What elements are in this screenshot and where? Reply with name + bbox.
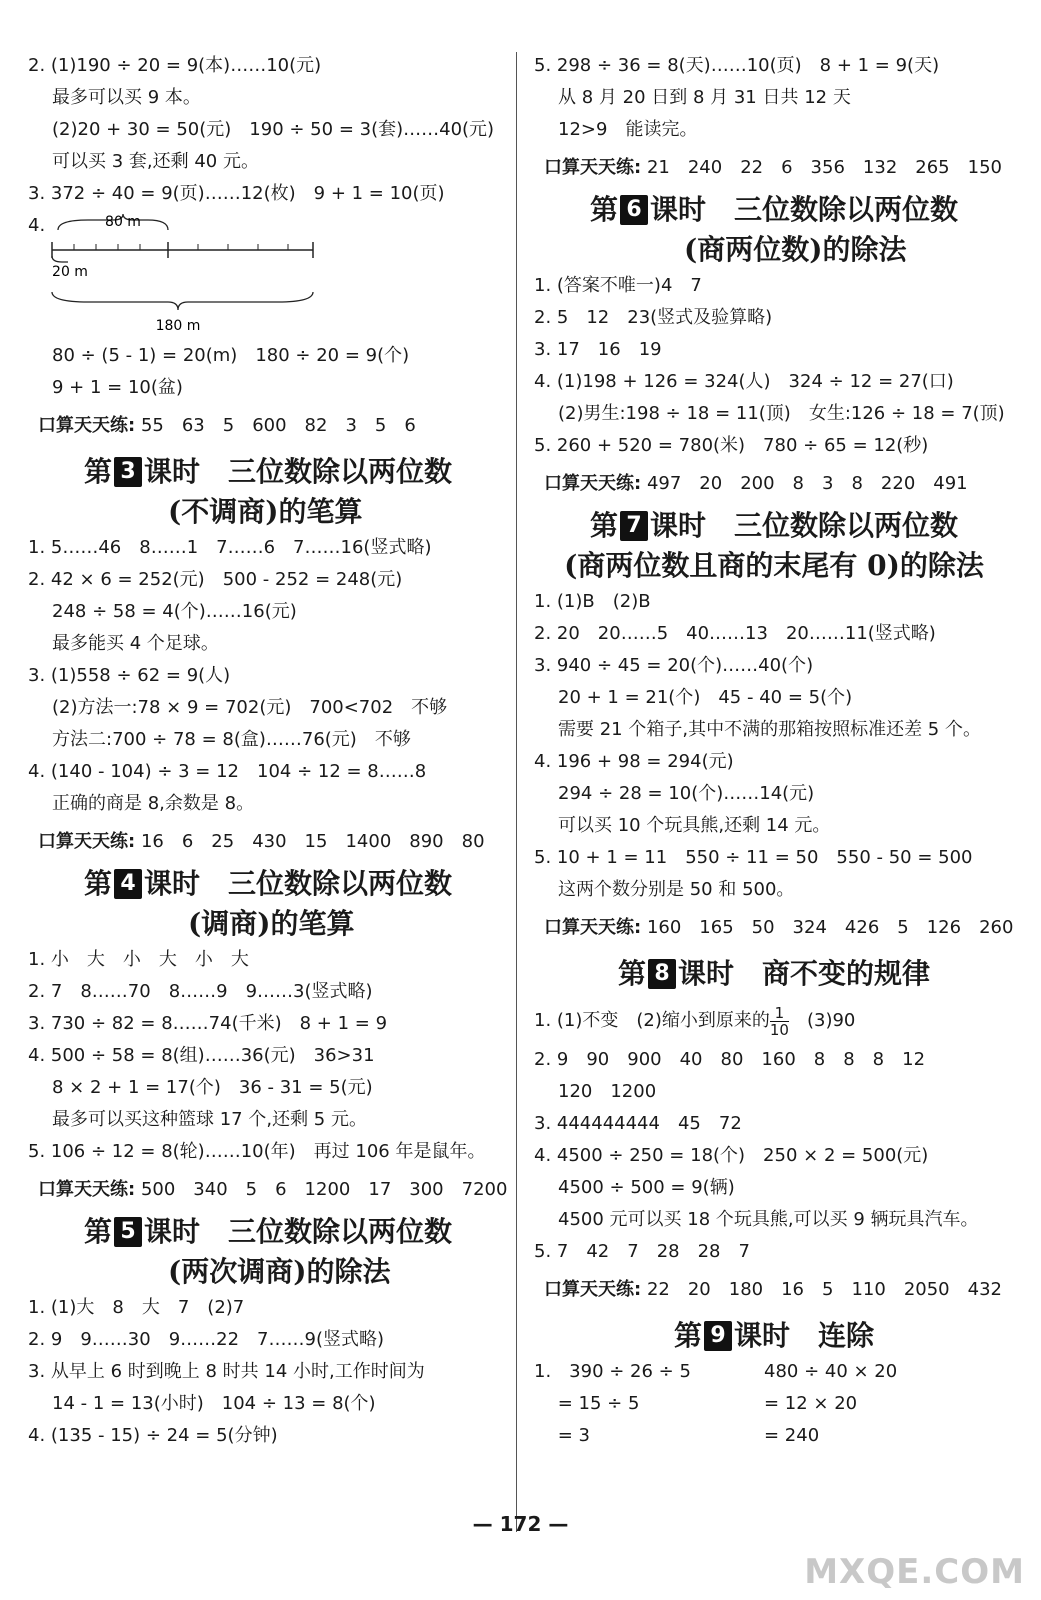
oral-label: 口算天天练: xyxy=(544,917,642,938)
lesson-prefix: 第 xyxy=(617,957,646,990)
oral-practice xyxy=(534,146,1014,190)
answer-line: (2)男生:198 ÷ 18 = 11(顶) 女生:126 ÷ 18 = 7(顶) xyxy=(558,403,1005,424)
column-divider xyxy=(516,52,517,1532)
lesson-prefix: 第 xyxy=(589,193,618,226)
answer-line: 1. (1)B (2)B xyxy=(534,591,651,612)
diagram-label-mid: 20 m xyxy=(52,264,88,280)
calc-left: = 3 xyxy=(534,1425,590,1446)
answer-line: 最多能买 4 个足球。 xyxy=(52,633,219,654)
answer-line: 14 - 1 = 13(小时) 104 ÷ 13 = 8(个) xyxy=(52,1393,376,1414)
answer-line: 5. 7 42 7 28 28 7 xyxy=(534,1241,750,1262)
oral-values: 21 240 22 6 356 132 265 150 xyxy=(646,157,1002,178)
answer-line: 3. 17 16 19 xyxy=(534,339,662,360)
diagram-svg xyxy=(28,210,348,340)
answer-line: 最多可以买 9 本。 xyxy=(52,87,201,108)
lesson-subtitle: (不调商)的笔算 xyxy=(168,495,363,528)
lesson-title xyxy=(534,506,1014,546)
oral-practice xyxy=(534,906,1014,950)
calc-right: = 12 × 20 xyxy=(764,1393,858,1414)
answer-line: 可以买 10 个玩具熊,还剩 14 元。 xyxy=(558,815,831,836)
line-segment-diagram xyxy=(28,210,508,340)
answer-line xyxy=(534,998,1014,1044)
calc-row xyxy=(534,1420,1014,1452)
right-column xyxy=(534,50,1014,1452)
lesson-title-text: 课时 三位数除以两位数 xyxy=(650,509,959,542)
answer-line: 4. (140 - 104) ÷ 3 = 12 104 ÷ 12 = 8……8 xyxy=(28,761,427,782)
oral-label: 口算天天练: xyxy=(38,415,136,436)
oral-values: 22 20 180 16 5 110 2050 432 xyxy=(646,1279,1002,1300)
answer-line: 80 ÷ (5 - 1) = 20(m) 180 ÷ 20 = 9(个) xyxy=(52,345,410,366)
answer-line: 2. (1)190 ÷ 20 = 9(本)……10(元) xyxy=(28,55,322,76)
lesson-number-badge: 8 xyxy=(648,959,676,989)
answer-line: 294 ÷ 28 = 10(个)……14(元) xyxy=(558,783,815,804)
answer-line: 1. 5……46 8……1 7……6 7……16(竖式略) xyxy=(28,537,432,558)
oral-label: 口算天天练: xyxy=(544,157,642,178)
lesson-title-text: 课时 三位数除以两位数 xyxy=(650,193,959,226)
lesson-prefix: 第 xyxy=(589,509,618,542)
answer-line: 2. 7 8……70 8……9 9……3(竖式略) xyxy=(28,981,373,1002)
lesson-number-badge: 3 xyxy=(114,457,142,487)
lesson-number-badge: 6 xyxy=(620,195,648,225)
oral-label: 口算天天练: xyxy=(38,1179,136,1200)
answer-line: 3. 444444444 45 72 xyxy=(534,1113,742,1134)
answer-line: 正确的商是 8,余数是 8。 xyxy=(52,793,255,814)
lesson-title xyxy=(534,954,1014,994)
answer-line: 需要 21 个箱子,其中不满的那箱按照标准还差 5 个。 xyxy=(558,719,981,740)
answer-line: 4. 500 ÷ 58 = 8(组)……36(元) 36>31 xyxy=(28,1045,375,1066)
answer-line: 3. (1)558 ÷ 62 = 9(人) xyxy=(28,665,231,686)
lesson-subtitle: (两次调商)的除法 xyxy=(168,1255,391,1288)
lesson-title xyxy=(534,1316,1014,1356)
answer-line: 2. 42 × 6 = 252(元) 500 - 252 = 248(元) xyxy=(28,569,403,590)
answer-line: 1. (答案不唯一)4 7 xyxy=(534,275,702,296)
fraction-prefix: 1. (1)不变 (2)缩小到原来的 xyxy=(534,1010,770,1031)
lesson-prefix: 第 xyxy=(83,455,112,488)
calc-right: = 240 xyxy=(764,1425,820,1446)
answer-line: 4500 ÷ 500 = 9(辆) xyxy=(558,1177,735,1198)
answer-line: 1. 小 大 小 大 小 大 xyxy=(28,949,249,970)
answer-line: 5. 10 + 1 = 11 550 ÷ 11 = 50 550 - 50 = 500 xyxy=(534,847,973,868)
lesson-number-badge: 4 xyxy=(114,869,142,899)
lesson-title-text: 课时 连除 xyxy=(734,1319,875,1352)
answer-line: 248 ÷ 58 = 4(个)……16(元) xyxy=(52,601,297,622)
answer-line: 5. 260 + 520 = 780(米) 780 ÷ 65 = 12(秒) xyxy=(534,435,929,456)
answer-line: 20 + 1 = 21(个) 45 - 40 = 5(个) xyxy=(558,687,853,708)
fraction-denominator: 10 xyxy=(769,1020,789,1039)
page-number: — 172 — xyxy=(472,1512,569,1536)
oral-values: 16 6 25 430 15 1400 890 80 xyxy=(140,831,485,852)
answer-line: 3. 940 ÷ 45 = 20(个)……40(个) xyxy=(534,655,814,676)
answer-line: 5. 106 ÷ 12 = 8(轮)……10(年) 再过 106 年是鼠年。 xyxy=(28,1141,486,1162)
calc-right: 480 ÷ 40 × 20 xyxy=(764,1361,898,1382)
answer-line: 方法二:700 ÷ 78 = 8(盒)……76(元) 不够 xyxy=(52,729,411,750)
oral-practice xyxy=(28,404,508,448)
answer-line: (2)方法一:78 × 9 = 702(元) 700<702 不够 xyxy=(52,697,448,718)
answer-line: 4. 196 + 98 = 294(元) xyxy=(534,751,734,772)
oral-practice xyxy=(28,1168,508,1212)
calc-left: 1. 390 ÷ 26 ÷ 5 xyxy=(534,1361,691,1382)
answer-line: 3. 730 ÷ 82 = 8……74(千米) 8 + 1 = 9 xyxy=(28,1013,388,1034)
oral-values: 497 20 200 8 3 8 220 491 xyxy=(646,473,968,494)
answer-line: 4500 元可以买 18 个玩具熊,可以买 9 辆玩具汽车。 xyxy=(558,1209,979,1230)
fraction-suffix: (3)90 xyxy=(788,1010,856,1031)
lesson-title xyxy=(28,864,508,904)
watermark: MXQE.COM xyxy=(804,1552,1025,1592)
lesson-prefix: 第 xyxy=(83,867,112,900)
lesson-subtitle: (商两位数且商的末尾有 0)的除法 xyxy=(564,549,984,582)
lesson-prefix: 第 xyxy=(673,1319,702,1352)
oral-values: 55 63 5 600 82 3 5 6 xyxy=(140,415,416,436)
oral-label: 口算天天练: xyxy=(544,1279,642,1300)
lesson-title-text: 课时 三位数除以两位数 xyxy=(144,867,453,900)
lesson-number-badge: 9 xyxy=(704,1321,732,1351)
calc-row xyxy=(534,1356,1014,1388)
diagram-label-bottom: 180 m xyxy=(155,318,201,334)
answer-line: 5. 298 ÷ 36 = 8(天)……10(页) 8 + 1 = 9(天) xyxy=(534,55,940,76)
fraction-numerator: 1 xyxy=(774,1003,785,1022)
calc-left: = 15 ÷ 5 xyxy=(534,1393,640,1414)
answer-line: 2. 9 9……30 9……22 7……9(竖式略) xyxy=(28,1329,385,1350)
lesson-title-text: 课时 三位数除以两位数 xyxy=(144,455,453,488)
oral-practice xyxy=(28,820,508,864)
oral-label: 口算天天练: xyxy=(544,473,642,494)
answer-line: 最多可以买这种篮球 17 个,还剩 5 元。 xyxy=(52,1109,367,1130)
lesson-title-text: 课时 商不变的规律 xyxy=(678,957,931,990)
answer-line: 120 1200 xyxy=(558,1081,657,1102)
oral-practice xyxy=(534,462,1014,506)
lesson-number-badge: 5 xyxy=(114,1217,142,1247)
answer-line: 这两个数分别是 50 和 500。 xyxy=(558,879,795,900)
lesson-title xyxy=(28,1212,508,1252)
left-column: 2. (1)190 ÷ 20 = 9(本)……10(元) 最多可以买 9 本。 (2)20 + 30 = 50(元) 190 ÷ 50 = 3(套)……40(元) 可以买 3 套,还剩 40 元。 3. 372 ÷ 40 = 9(页)……12(枚) 9 + 1 = 10(页) 4. 80 m 20 m 180 m 80 ÷ (5 - 1) = 20(m) 180 ÷ 20 = 9(个) 9 + 1 = 10(盆) 口算天天练: 55 63 5 600 82 3 5 6 第 3 课时 三位数除以两位数 (不调商)的笔算 1. 5……46 8……1 7……6 7……16(竖式略) 2. 42 × 6 = 252(元) 500 - 252 = 248(元) 248 ÷ 58 = 4(个)……16(元) 最多能买 4 个足球。 3. (1)558 ÷ 62 = 9(人) (2)方法一:78 × 9 = 702(元) 700<702 不够 方法二:700 ÷ 78 = 8(盒)……76(元) 不够 4. (140 - 104) ÷ 3 = 12 104 ÷ 12 = 8……8 正确的商是 8,余数是 8。 口算天天练: 16 6 25 430 15 1400 890 80 第 4 课时 三位数除以两位数 (调商)的笔算 1. 小 大 小 大 小 大 2. 7 8……70 8……9 9……3(竖式略) 3. 730 ÷ 82 = 8……74(千米) 8 + 1 = 9 4. 500 ÷ 58 = 8(组)……36(元) 36>31 8 × 2 + 1 = 17(个) 36 - 31 = 5(元) 最多可以买这种篮球 17 个,还剩 5 元。 5. 106 ÷ 12 = 8(轮)……10(年) 再过 106 年是鼠年。 口算天天练: 500 340 5 6 1200 17 300 7200 第 5 课时 三位数除以两位数 (两次调商)的除法 1. (1)大 8 大 7 (2)7 2. 9 9……30 9……22 7……9(竖式略) 3. 从早上 6 时到晚上 8 时共 14 小时,工作时间为 14 - 1 = 13(小时) 104 ÷ 13 = 8(个) 4. (135 - 15) ÷ 24 = 5(分钟) xyxy=(28,50,508,1452)
answer-line: 可以买 3 套,还剩 40 元。 xyxy=(52,151,259,172)
oral-label: 口算天天练: xyxy=(38,831,136,852)
oral-values: 500 340 5 6 1200 17 300 7200 xyxy=(140,1179,508,1200)
lesson-subtitle: (商两位数)的除法 xyxy=(684,233,907,266)
answer-line: 4. (1)198 + 126 = 324(人) 324 ÷ 12 = 27(口) xyxy=(534,371,954,392)
answer-line: 8 × 2 + 1 = 17(个) 36 - 31 = 5(元) xyxy=(52,1077,373,1098)
answer-line: (2)20 + 30 = 50(元) 190 ÷ 50 = 3(套)……40(元) xyxy=(52,119,495,140)
answer-line: 9 + 1 = 10(盆) xyxy=(52,377,183,398)
answer-line: 1. (1)大 8 大 7 (2)7 xyxy=(28,1297,245,1318)
oral-practice xyxy=(534,1268,1014,1312)
lesson-subtitle: (调商)的笔算 xyxy=(188,907,355,940)
oral-values: 160 165 50 324 426 5 126 260 xyxy=(646,917,1014,938)
answer-line: 12>9 能读完。 xyxy=(558,119,698,140)
lesson-title xyxy=(28,452,508,492)
fraction xyxy=(770,1005,789,1038)
lesson-number-badge: 7 xyxy=(620,511,648,541)
lesson-title-text: 课时 三位数除以两位数 xyxy=(144,1215,453,1248)
answer-line: 从 8 月 20 日到 8 月 31 日共 12 天 xyxy=(558,87,851,108)
answer-line: 2. 5 12 23(竖式及验算略) xyxy=(534,307,773,328)
diagram-label-top: 80 m xyxy=(105,214,141,230)
lesson-title xyxy=(534,190,1014,230)
calc-row xyxy=(534,1388,1014,1420)
answer-line: 4. 4500 ÷ 250 = 18(个) 250 × 2 = 500(元) xyxy=(534,1145,929,1166)
answer-line: 2. 9 90 900 40 80 160 8 8 8 12 xyxy=(534,1049,926,1070)
answer-line: 3. 372 ÷ 40 = 9(页)……12(枚) 9 + 1 = 10(页) xyxy=(28,183,445,204)
answer-line: 3. 从早上 6 时到晚上 8 时共 14 小时,工作时间为 xyxy=(28,1361,425,1382)
lesson-prefix: 第 xyxy=(83,1215,112,1248)
answer-line: 4. (135 - 15) ÷ 24 = 5(分钟) xyxy=(28,1425,278,1446)
answer-line: 2. 20 20……5 40……13 20……11(竖式略) xyxy=(534,623,936,644)
